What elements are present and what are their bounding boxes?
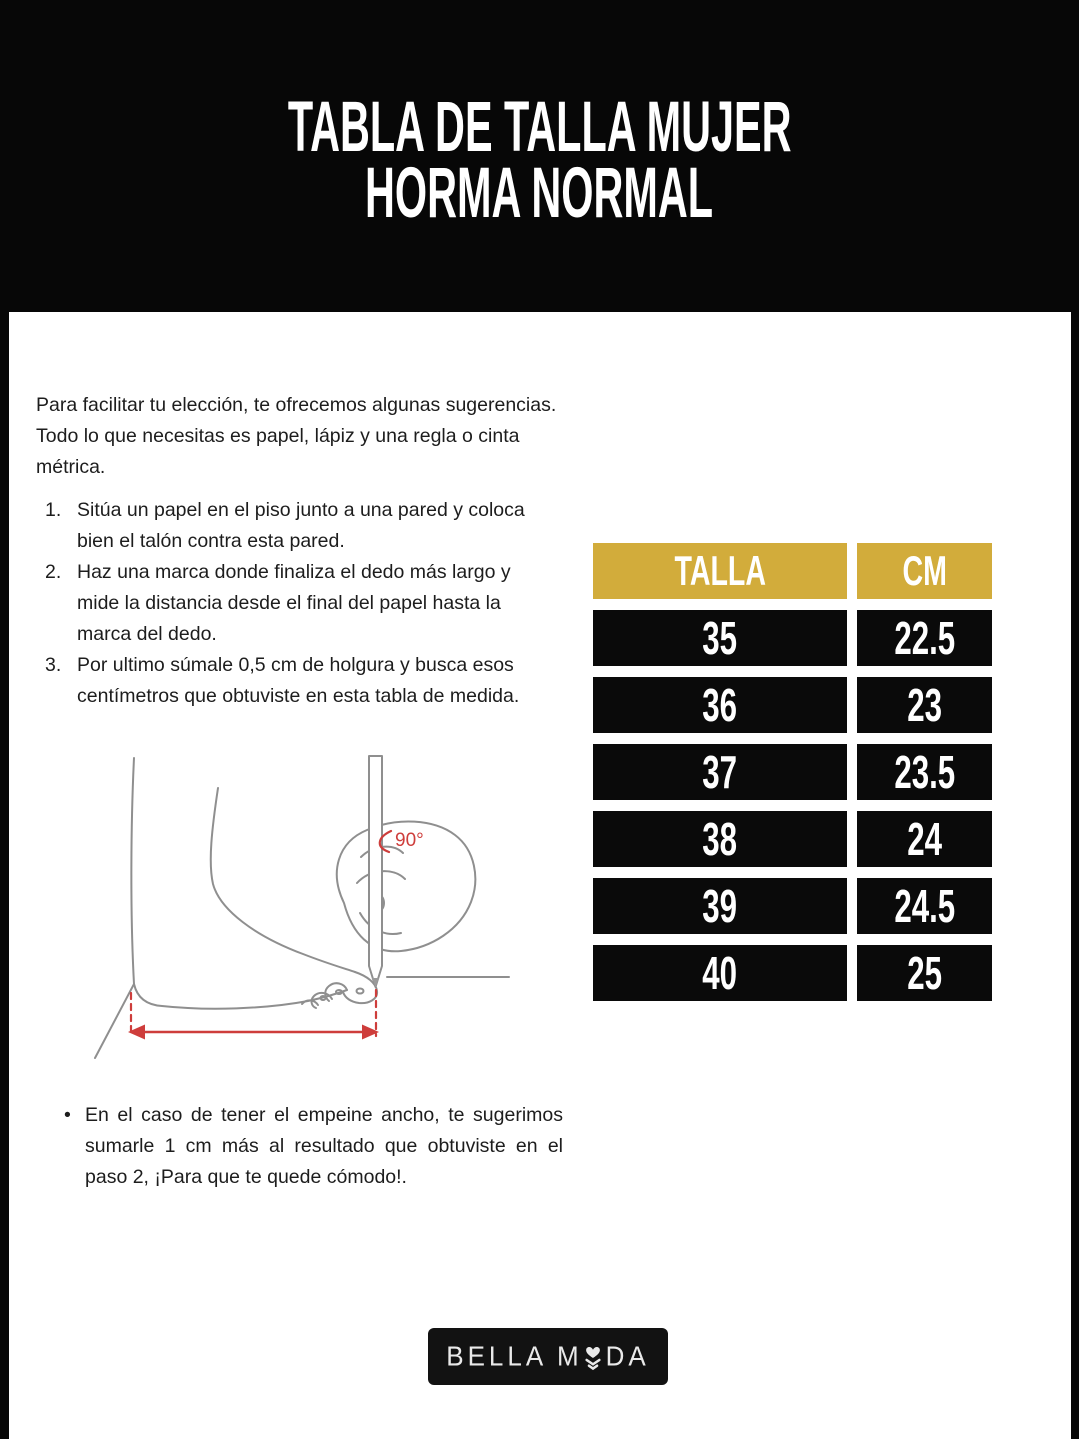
list-item-number: 3. <box>45 654 62 676</box>
cell-value: 36 <box>702 679 738 731</box>
list-item-number: 2. <box>45 561 62 583</box>
cell-value: 37 <box>702 746 738 798</box>
list-item-text: Sitúa un papel en el piso junto a una pared y coloca bien el talón contra esta pared. <box>77 499 525 552</box>
cell-value: 38 <box>702 813 738 865</box>
list-item-number: 1. <box>45 499 62 521</box>
wall-line <box>131 758 134 984</box>
note-item <box>55 1100 563 1193</box>
column-header-label: CM <box>902 547 947 594</box>
page-title <box>0 86 1079 233</box>
table-cell-cm <box>857 677 992 733</box>
page-title-line-1-text: TABLA DE TALLA MUJER <box>287 86 792 167</box>
table-cell-talla <box>593 878 847 934</box>
logo-text-right: DA <box>605 1340 650 1372</box>
list-item <box>45 557 545 650</box>
list-item-text: Haz una marca donde finaliza el dedo más largo y mide la distancia desde el final del papel hasta la marca del dedo. <box>77 561 511 645</box>
list-item-text: Por ultimo súmale 0,5 cm de holgura y busca esos centímetros que obtuviste en esta tabla de medida. <box>77 654 520 707</box>
instructions-list <box>45 495 545 712</box>
cell-value: 35 <box>702 612 738 664</box>
size-table-header-talla <box>593 543 847 599</box>
angle-label: 90° <box>395 830 424 851</box>
cell-value: 22.5 <box>894 612 955 664</box>
size-table-header-cm <box>857 543 992 599</box>
brand-logo-text <box>446 1340 650 1373</box>
table-cell-talla <box>593 610 847 666</box>
cell-value: 39 <box>702 880 738 932</box>
list-item <box>45 650 545 712</box>
list-item <box>45 495 545 557</box>
note-text: En el caso de tener el empeine ancho, te sugerimos sumarle 1 cm más al resultado que obtuviste en el paso 2, ¡Para que te quede cómodo!. <box>85 1104 563 1188</box>
column-header-label: TALLA <box>674 547 766 594</box>
table-cell-talla <box>593 945 847 1001</box>
foot-outline <box>211 788 355 972</box>
table-cell-cm <box>857 811 992 867</box>
cell-value: 24.5 <box>894 880 955 932</box>
toe-outline <box>302 1000 318 1005</box>
cell-value: 23 <box>907 679 942 731</box>
table-cell-cm <box>857 744 992 800</box>
table-cell-talla <box>593 677 847 733</box>
cell-value: 40 <box>702 947 738 999</box>
brand-logo <box>428 1328 668 1385</box>
header-band <box>0 0 1079 312</box>
page-title-line-2 <box>0 152 1079 233</box>
foot-measurement-diagram <box>60 740 560 1060</box>
table-cell-cm <box>857 610 992 666</box>
cell-value: 23.5 <box>894 746 955 798</box>
page-title-line-1 <box>0 86 1079 167</box>
cell-value: 24 <box>907 813 942 865</box>
toenail <box>357 989 364 994</box>
pencil <box>369 756 382 987</box>
table-cell-talla <box>593 744 847 800</box>
size-table <box>593 543 992 1001</box>
table-cell-cm <box>857 945 992 1001</box>
intro-paragraph: Para facilitar tu elección, te ofrecemos algunas sugerencias. Todo lo que necesitas es papel, lápiz y una regla o cinta métrica. <box>36 394 557 478</box>
content-panel <box>9 312 1071 1439</box>
heart-chevron-o-icon <box>582 1341 604 1373</box>
table-cell-cm <box>857 878 992 934</box>
wall-base-line <box>95 984 134 1058</box>
bullet-marker: • <box>64 1104 71 1126</box>
cell-value: 25 <box>907 947 942 999</box>
logo-text-left: BELLA M <box>446 1340 583 1372</box>
page-title-line-2-text: HORMA NORMAL <box>365 152 714 233</box>
table-cell-talla <box>593 811 847 867</box>
